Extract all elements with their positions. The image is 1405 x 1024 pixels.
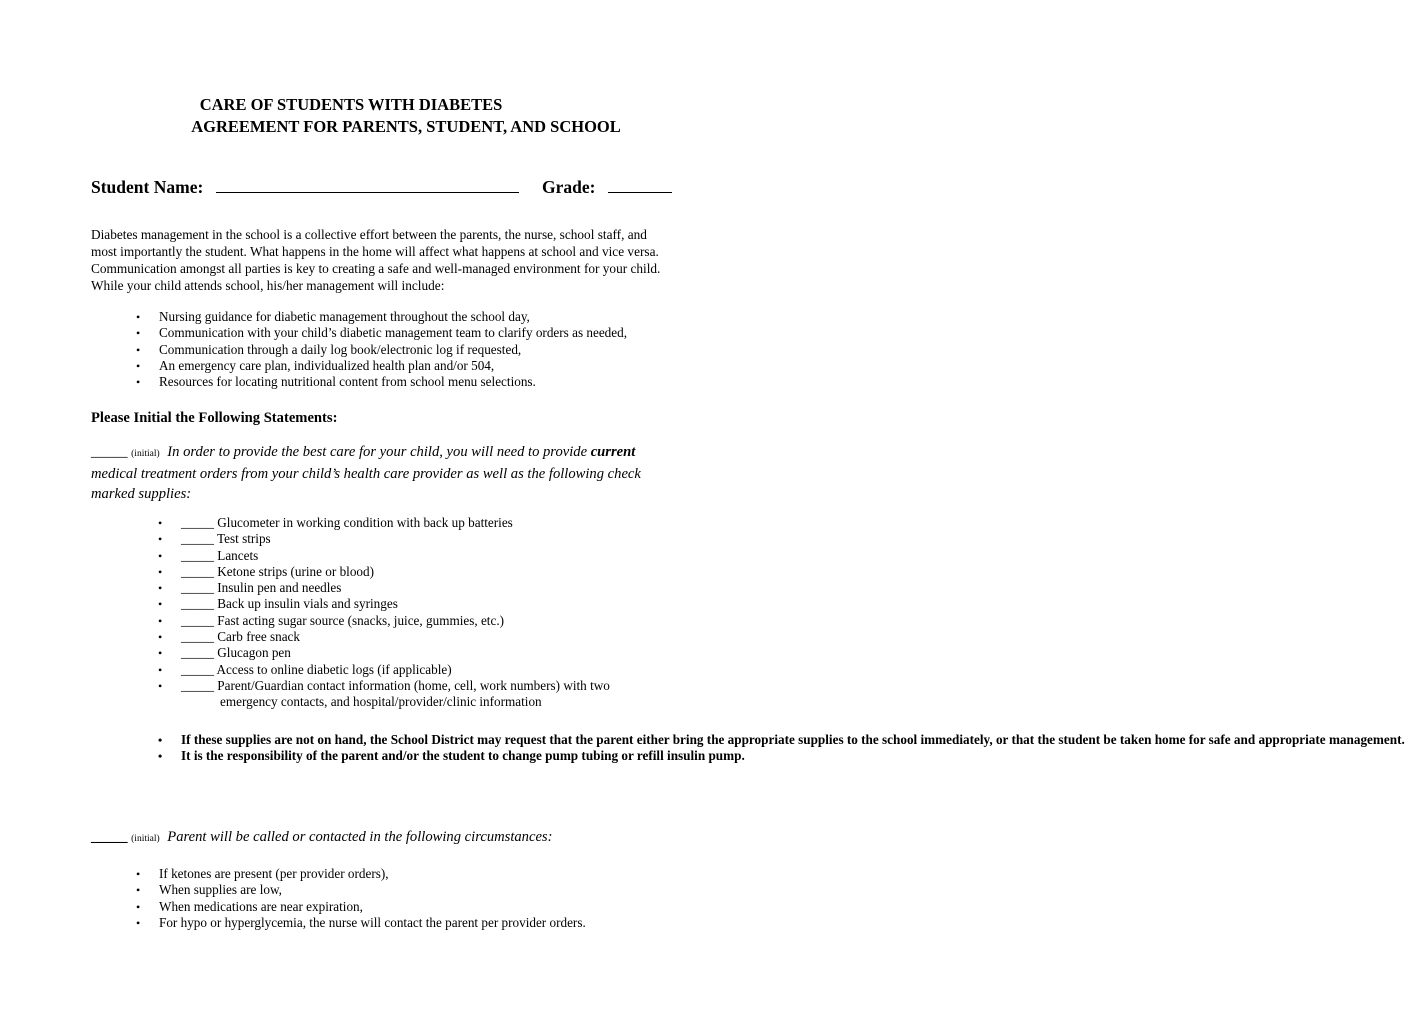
supply-item[interactable]: • _____ Test strips: [158, 531, 271, 547]
notice-list: [158, 732, 1405, 765]
notice-item: • It is the responsibility of the parent and/or the student to change pump tubing or refill insulin pump.: [158, 748, 745, 764]
list-item: • If ketones are present (per provider orders),: [136, 866, 389, 881]
notice-item: • If these supplies are not on hand, the School District may request that the parent either bring the appropriate supplies to the school immediately, or that the student be taken home for safe and appropriate management.: [158, 732, 1405, 747]
bullet: •: [136, 899, 141, 914]
bullet: •: [136, 375, 141, 390]
initial-blank[interactable]: _____: [91, 444, 128, 460]
bullet: •: [158, 646, 163, 661]
bullet: •: [158, 662, 163, 677]
statement-supplies: _____ (initial) In order to provide the best care for your child, you will need to provide current medical treatment orders from your child’s health care provider as well as the following check marked supplies:: [91, 444, 641, 502]
bullet: •: [136, 358, 141, 373]
student-name-label: Student Name:: [91, 177, 204, 197]
list-item: • For hypo or hyperglycemia, the nurse will contact the parent per provider orders.: [136, 914, 586, 930]
intro-paragraph: Diabetes management in the school is a collective effort between the parents, the nurse, school staff, and most importantly the student. What happens in the home will affect what happens at school and vice versa. Communication amongst all parties is key to creating a safe and well-managed environment for your child. While your child attends school, his/her management will include:: [91, 227, 661, 293]
list-item: • Nursing guidance for diabetic management throughout the school day,: [136, 309, 530, 324]
initial-blank[interactable]: _____: [91, 829, 128, 845]
bullet: •: [158, 733, 163, 747]
bullet: •: [136, 915, 141, 930]
list-item: • When supplies are low,: [136, 882, 282, 898]
bullet: •: [136, 867, 141, 881]
bullet: •: [158, 532, 163, 547]
supply-item[interactable]: • _____ Lancets: [158, 547, 259, 563]
initial-label: (initial): [131, 449, 160, 459]
bullet: •: [136, 883, 141, 898]
list-item: • When medications are near expiration,: [136, 898, 363, 914]
supply-item-continuation: emergency contacts, and hospital/provider/clinic information: [220, 694, 542, 710]
supply-item[interactable]: • _____ Parent/Guardian contact information (home, cell, work numbers) with two: [158, 677, 610, 693]
list-item: • Resources for locating nutritional content from school menu selections.: [136, 374, 536, 390]
bullet: •: [158, 581, 163, 596]
supply-item[interactable]: • _____ Back up insulin vials and syringes: [158, 596, 398, 612]
bullet: •: [158, 613, 163, 628]
bullet: •: [136, 326, 141, 341]
section-heading: Please Initial the Following Statements:: [91, 410, 338, 426]
supply-item[interactable]: • _____ Access to online diabetic logs (if applicable): [158, 661, 452, 677]
bullet: •: [158, 564, 163, 579]
contact-circumstances-list: [136, 866, 586, 931]
list-item: • Communication with your child’s diabetic management team to clarify orders as needed,: [136, 325, 628, 341]
document-title-line1: CARE OF STUDENTS WITH DIABETES: [199, 95, 503, 114]
supply-item[interactable]: • _____ Carb free snack: [158, 629, 301, 645]
bullet: •: [158, 630, 163, 645]
bullet: •: [158, 548, 163, 563]
supply-item[interactable]: • _____ Ketone strips (urine or blood): [158, 563, 375, 579]
supply-item[interactable]: • _____ Insulin pen and needles: [158, 580, 342, 596]
list-item: • An emergency care plan, individualized health plan and/or 504,: [136, 357, 495, 373]
list-item: • Communication through a daily log book/electronic log if requested,: [136, 341, 522, 357]
bullet: •: [158, 516, 163, 530]
bullet: •: [136, 342, 141, 357]
grade-blank[interactable]: [608, 176, 672, 193]
bullet: •: [158, 597, 163, 612]
bullet: •: [136, 310, 141, 324]
management-list: [136, 309, 628, 390]
supply-item[interactable]: • _____ Glucagon pen: [158, 645, 291, 661]
statement-contact: _____ (initial) Parent will be called or contacted in the following circumstances:: [91, 829, 553, 845]
emphasis-current: current: [590, 444, 636, 460]
supply-item[interactable]: • _____ Fast acting sugar source (snacks, juice, gummies, etc.): [158, 612, 505, 628]
student-name-row: [91, 176, 519, 198]
initial-label: (initial): [131, 834, 160, 844]
supply-item[interactable]: • _____ Glucometer in working condition with back up batteries: [158, 515, 513, 530]
student-name-blank[interactable]: [216, 176, 519, 193]
bullet: •: [158, 749, 163, 764]
grade-label: Grade:: [542, 177, 596, 197]
supplies-checklist: [158, 515, 610, 711]
document-title-line2: AGREEMENT FOR PARENTS, STUDENT, AND SCHOOL: [191, 117, 621, 136]
bullet: •: [158, 678, 163, 693]
grade-row: [542, 176, 672, 198]
